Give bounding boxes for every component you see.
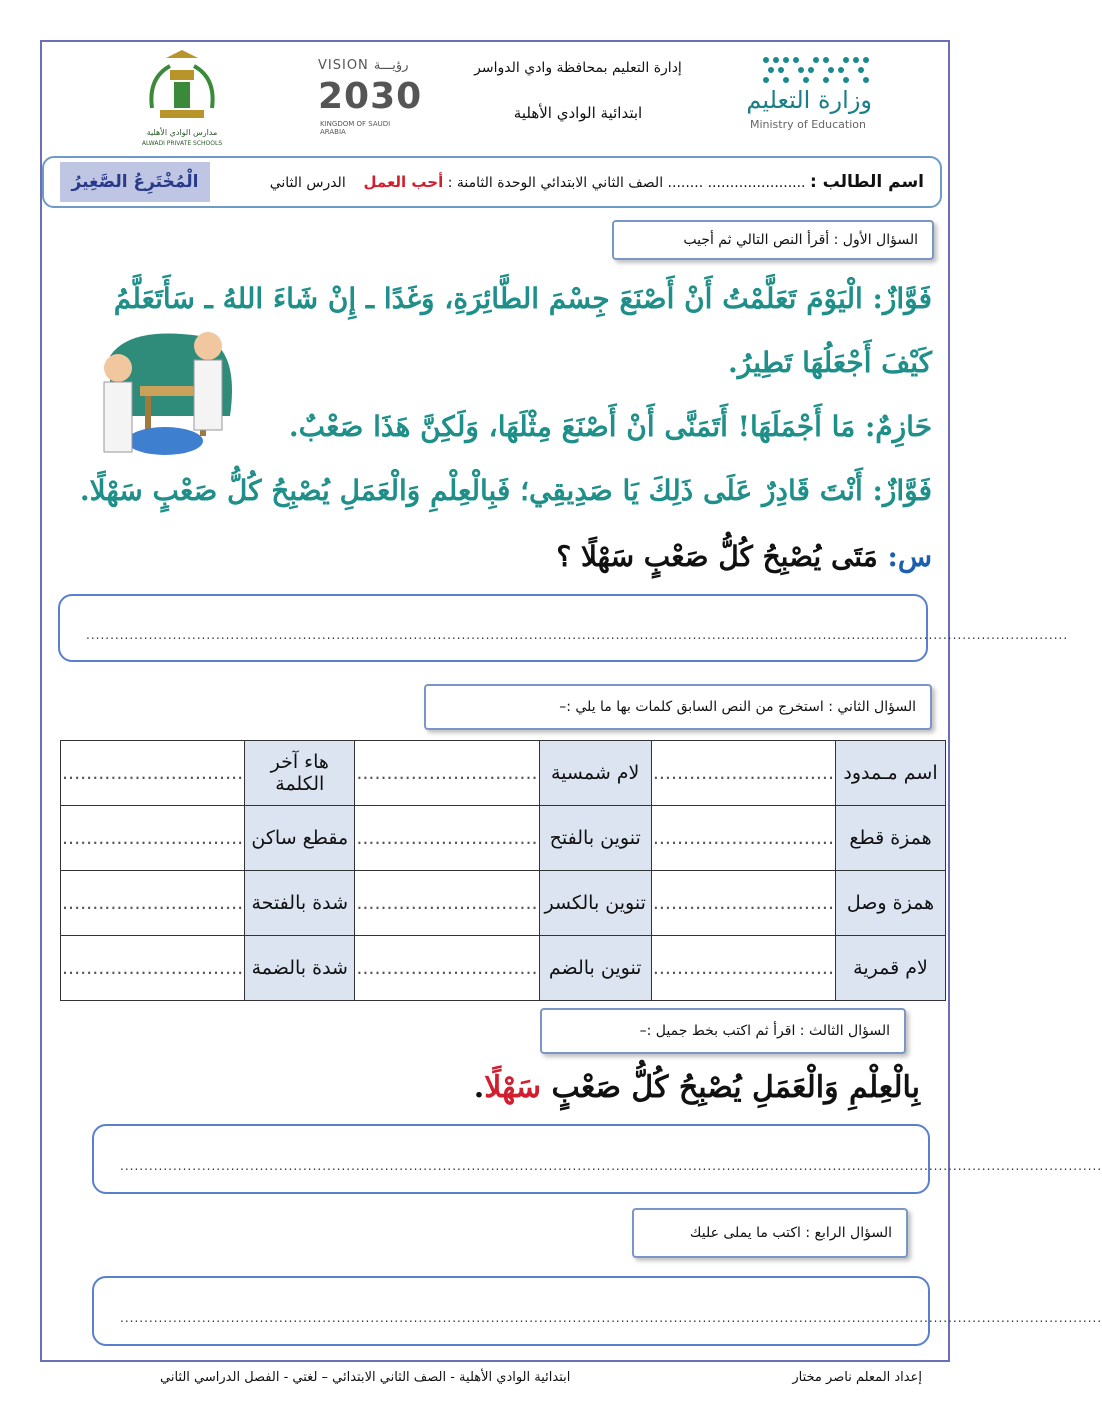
answer-1-dots: ............................................................................................................................................................................................................: [86, 628, 1069, 642]
question-body: مَتَى يُصْبِحُ كُلُّ صَعْبٍ سَهْلًا ؟: [556, 540, 878, 573]
table-cell-blank[interactable]: ..............................: [355, 741, 539, 806]
table-cell-label: مقطع ساكن: [245, 806, 355, 871]
student-name-field[interactable]: ......................: [707, 175, 806, 191]
question-3-answer-box[interactable]: [92, 1124, 1102, 1194]
copy-sentence: بِالْعِلْمِ وَالْعَمَلِ يُصْبِحُ كُلُّ صَعْبٍ سَهْلًا.: [473, 1070, 920, 1105]
answer-4-dots: ............................................................................................................................................................................................................: [120, 1311, 1102, 1325]
passage-line-4: فَوَّازٌ: أَنْتَ قَادِرٌ عَلَى ذَلِكَ يَا صَدِيقِي؛ فَبِالْعِلْمِ وَالْعَمَلِ يُصْبِحُ كُلُّ صَعْبٍ سَهْلًا.: [79, 474, 932, 507]
vision-year: 2030: [318, 76, 423, 117]
table-cell-label: همزة قطع: [836, 806, 946, 871]
table-row: [61, 871, 946, 936]
passage-line-3: حَازِمٌ: مَا أَجْمَلَهَا! أَتَمَنَّى أَنْ أَصْنَعَ مِثْلَهَا، وَلَكِنَّ هَذَا صَعْبٌ.: [288, 410, 932, 443]
lesson-number: الدرس الثاني: [269, 175, 346, 191]
ministry-dots-icon: [758, 52, 874, 88]
header-line-2: ابتدائية الوادي الأهلية: [513, 104, 643, 122]
boys-airplane-illustration: [90, 326, 240, 466]
table-cell-label: شدة بالضمة: [245, 936, 355, 1001]
table-row: [61, 741, 946, 806]
copy-sentence-main: بِالْعِلْمِ وَالْعَمَلِ يُصْبِحُ كُلُّ صَعْبٍ: [551, 1070, 920, 1105]
ministry-logo: [740, 52, 880, 134]
title-badge: الْمُخْتَرِعُ الصَّغِيرُ: [60, 162, 210, 202]
vision-label: VISION رؤيـــة: [318, 58, 409, 73]
question-2-label: السؤال الثاني : استخرج من النص السابق كلمات بها ما يلي :–: [424, 684, 932, 730]
question-1-label: السؤال الأول : أقرأ النص التالي ثم أجيب: [612, 220, 934, 260]
table-cell-blank[interactable]: ..............................: [651, 871, 835, 936]
table-cell-blank[interactable]: ..............................: [651, 741, 835, 806]
table-cell-label: لام شمسية: [539, 741, 651, 806]
table-cell-label: همزة وصل: [836, 871, 946, 936]
school-name-en: ALWADI PRIVATE SCHOOLS: [141, 140, 223, 147]
table-row: [61, 806, 946, 871]
footer-teacher: إعداد المعلم ناصر مختار: [792, 1370, 922, 1385]
vision-subtitle: KINGDOM OF SAUDI ARABIA: [320, 120, 391, 136]
table-cell-label: تنوين بالفتح: [539, 806, 651, 871]
table-cell-label: لام قمرية: [836, 936, 946, 1001]
table-cell-blank[interactable]: ..............................: [355, 871, 539, 936]
table-cell-blank[interactable]: ..............................: [355, 936, 539, 1001]
question-prefix: س:: [887, 540, 932, 573]
answer-3-dots: ............................................................................................................................................................................................................: [120, 1159, 1102, 1173]
question-4-label: السؤال الرابع : اكتب ما يملى عليك: [632, 1208, 908, 1258]
footer-school-info: ابتدائية الوادي الأهلية - الصف الثاني الابتدائي – لغتي - الفصل الدراسي الثاني: [160, 1370, 571, 1385]
table-cell-label: اسم مـمدود: [836, 741, 946, 806]
table-cell-blank[interactable]: ..............................: [355, 806, 539, 871]
table-cell-label: هاء آخر الكلمة: [245, 741, 355, 806]
grade-text: ........ الصف الثاني الابتدائي: [540, 175, 704, 191]
table-cell-blank[interactable]: ..............................: [651, 936, 835, 1001]
passage-line-1: فَوَّازٌ: الْيَوْمَ تَعَلَّمْتُ أَنْ أَصْنَعَ جِسْمَ الطَّائِرَةِ، وَغَدًا ـ إِنْ شَاءَ اللهُ ـ سَأَتَعَلَّمُ: [113, 282, 932, 315]
table-cell-label: شدة بالفتحة: [245, 871, 355, 936]
table-row: [61, 936, 946, 1001]
vision-2030-logo: [318, 58, 423, 140]
table-cell-blank[interactable]: ..............................: [61, 741, 245, 806]
ministry-name-en: Ministry of Education: [749, 118, 866, 131]
question-1-text: [556, 540, 932, 573]
question-4-answer-box[interactable]: [92, 1276, 1102, 1346]
passage-line-2: كَيْفَ أَجْعَلُهَا تَطِيرُ.: [728, 346, 932, 379]
copy-sentence-red-word: سَهْلًا: [484, 1070, 542, 1105]
table-cell-blank[interactable]: ..............................: [651, 806, 835, 871]
table-cell-blank[interactable]: ..............................: [61, 936, 245, 1001]
ministry-name-ar: وزارة التعليم: [746, 86, 872, 114]
table-cell-label: تنوين بالكسر: [539, 871, 651, 936]
table-cell-blank[interactable]: ..............................: [61, 871, 245, 936]
unit-text: الوحدة الثامنة :: [447, 175, 536, 191]
header-line-1: إدارة التعليم بمحافظة وادي الدواسر: [474, 60, 682, 76]
school-logo: [130, 48, 234, 152]
table-cell-label: تنوين بالضم: [539, 936, 651, 1001]
student-name-label: اسم الطالب :: [809, 172, 924, 192]
question-3-label: السؤال الثالث : اقرأ ثم اكتب بخط جميل :–: [540, 1008, 906, 1054]
school-emblem-icon: [130, 48, 234, 128]
lesson-title: أحب العمل: [363, 173, 444, 191]
word-extraction-table: [60, 740, 946, 1001]
question-1-answer-box[interactable]: [58, 594, 1069, 662]
student-info-row: [270, 172, 924, 192]
table-cell-blank[interactable]: ..............................: [61, 806, 245, 871]
school-name-ar: مدارس الوادي الأهلية: [146, 128, 218, 137]
